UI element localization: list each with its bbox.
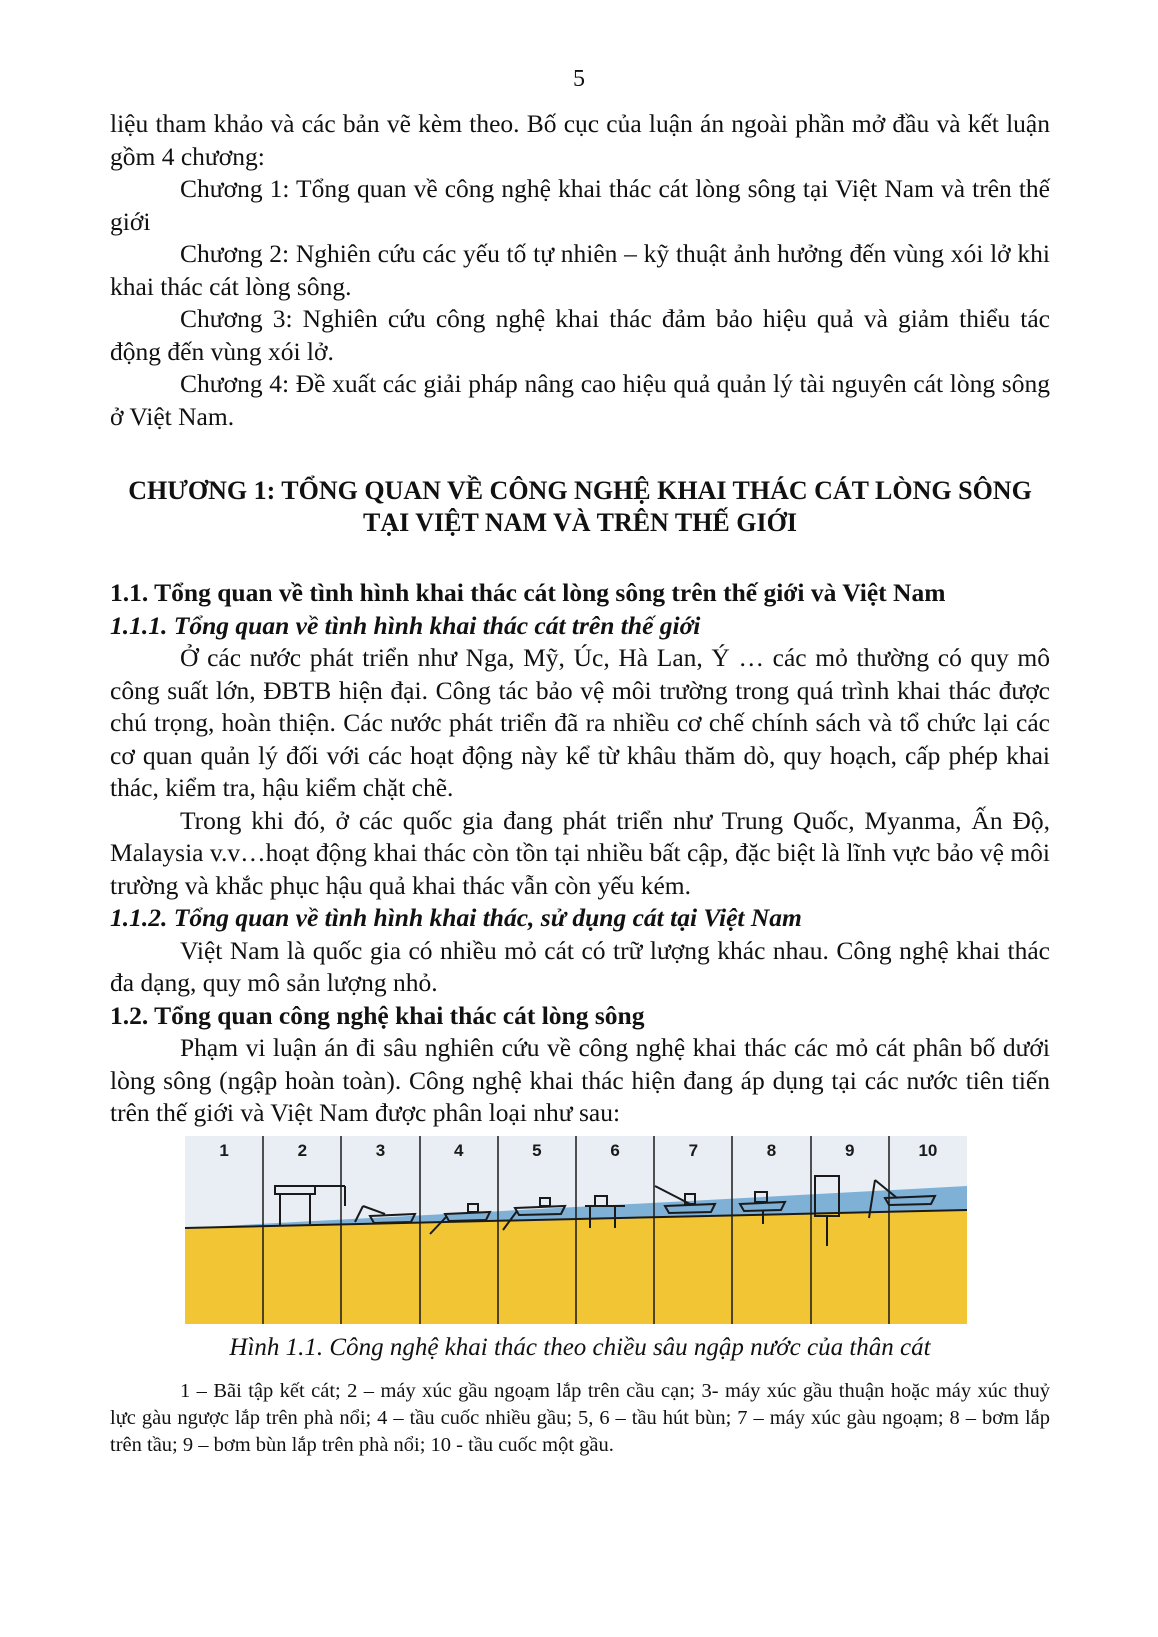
column-label: 9 [844, 1140, 855, 1160]
column-label: 7 [688, 1140, 699, 1160]
column-label: 6 [610, 1140, 620, 1160]
section-1-1-1-title: 1.1.1. Tổng quan về tình hình khai thác cát trên thế giới [110, 610, 701, 640]
chapter-2-summary: Chương 2: Nghiên cứu các yếu tố tự nhiên – kỹ thuật ảnh hưởng đến vùng xói lở khi khai thác cát lòng sông. [110, 239, 1050, 301]
figure-legend: 1 – Bãi tập kết cát; 2 – máy xúc gầu ngoạm lắp trên cầu cạn; 3- máy xúc gầu thuận hoặc máy xúc thuỷ lực gàu ngược lắp trên phà nổi; 4 – tầu cuốc nhiều gầu; 5, 6 – tầu hút bùn; 7 – máy xúc gàu ngoạm; 8 – bơm lắp trên tầu; 9 – bơm bùn lắp trên phà nổi; 10 - tầu cuốc một gầu. [110, 1380, 1050, 1456]
column-label: 1 [219, 1140, 229, 1160]
section-1-2-paragraph: Phạm vi luận án đi sâu nghiên cứu về công nghệ khai thác các mỏ cát phân bố dưới lòng sông (ngập hoàn toàn). Công nghệ khai thác hiện đang áp dụng tại các nước tiên tiến trên thế giới và Việt Nam được phân loại như sau: [110, 1033, 1050, 1127]
section-1-1-1-paragraph-2: Trong khi đó, ở các quốc gia đang phát triển như Trung Quốc, Myanma, Ấn Độ, Malaysia v.v…hoạt động khai thác còn tồn tại nhiều bất cập, đặc biệt là lĩnh vực bảo vệ môi trường và khắc phục hậu quả khai thác vẫn còn yếu kém. [110, 805, 1050, 900]
column-label: 8 [766, 1140, 777, 1160]
section-1-1-1-paragraph-1: Ở các nước phát triển như Nga, Mỹ, Úc, Hà Lan, Ý … các mỏ thường có quy mô công suất lớn, ĐBTB hiện đại. Công tác bảo vệ môi trường trong quá trình khai thác được chú trọng, hoàn thiện. Các nước phát triển đã ra nhiều cơ chế chính sách và tổ chức lại các cơ quan quản lý đối với các hoạt động này kể từ khâu thăm dò, quy hoạch, cấp phép khai thác, kiểm tra, hậu kiểm chặt chẽ. [110, 643, 1050, 802]
chapter-4-summary: Chương 4: Đề xuất các giải pháp nâng cao hiệu quả quản lý tài nguyên cát lòng sông ở Việt Nam. [110, 369, 1050, 431]
figure-caption: Hình 1.1. Công nghệ khai thác theo chiều sâu ngập nước của thân cát [229, 1333, 931, 1361]
section-1-1-2-title: 1.1.2. Tổng quan về tình hình khai thác, sử dụng cát tại Việt Nam [110, 903, 802, 932]
section-1-1-title: 1.1. Tổng quan về tình hình khai thác cát lòng sông trên thế giới và Việt Nam [110, 578, 946, 607]
page-content [110, 108, 1050, 1459]
column-label: 2 [297, 1140, 308, 1160]
chapter-1-summary: Chương 1: Tổng quan về công nghệ khai thác cát lòng sông tại Việt Nam và trên thế giới [110, 174, 1050, 236]
figure-mining-technology [185, 1136, 967, 1324]
chapter-heading: CHƯƠNG 1: TỔNG QUAN VỀ CÔNG NGHỆ KHAI THÁC CÁT LÒNG SÔNG TẠI VIỆT NAM VÀ TRÊN THẾ GIỚI [128, 476, 1032, 537]
figure-illustration [185, 1136, 967, 1324]
section-1-1-2-paragraph: Việt Nam là quốc gia có nhiều mỏ cát có trữ lượng khác nhau. Công nghệ khai thác đa dạng, quy mô sản lượng nhỏ. [110, 935, 1050, 997]
chapter-3-summary: Chương 3: Nghiên cứu công nghệ khai thác đảm bảo hiệu quả và giảm thiểu tác động đến vùng xói lở. [110, 304, 1050, 366]
intro-paragraph: liệu tham khảo và các bản vẽ kèm theo. Bố cục của luận án ngoài phần mở đầu và kết luận gồm 4 chương: [110, 109, 1050, 171]
column-label: 10 [918, 1140, 938, 1160]
column-label: 3 [375, 1140, 386, 1160]
column-label: 4 [453, 1140, 464, 1160]
section-1-2-title: 1.2. Tổng quan công nghệ khai thác cát lòng sông [110, 1000, 645, 1030]
column-label: 5 [532, 1140, 542, 1160]
page-number: 5 [573, 66, 585, 92]
